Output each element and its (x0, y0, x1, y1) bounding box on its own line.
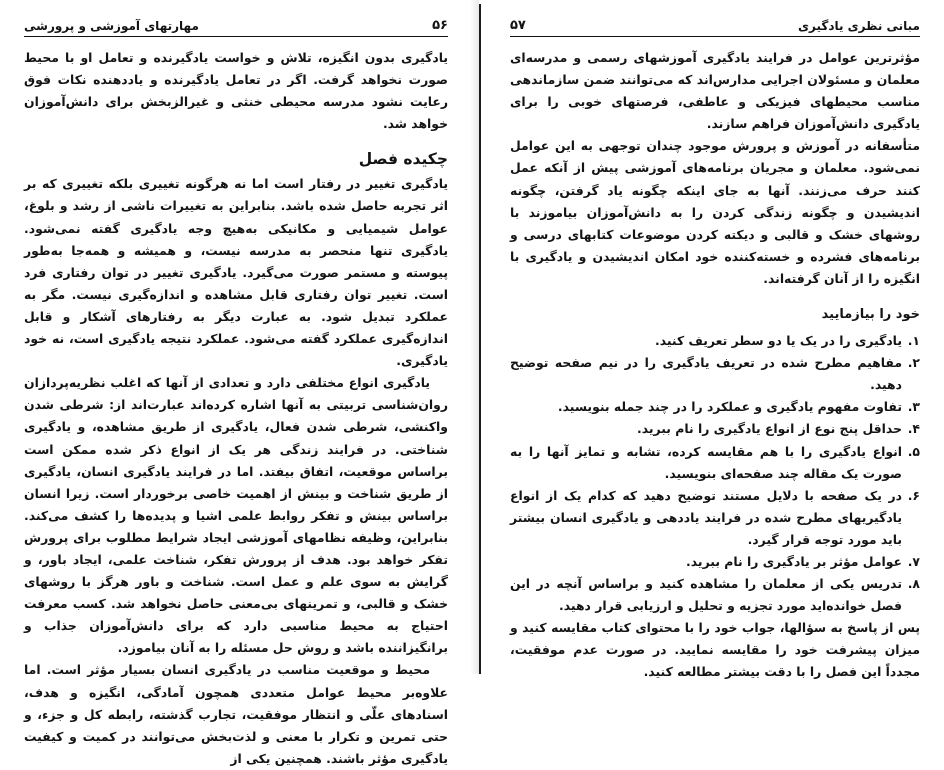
body-paragraph: مؤثرترین عوامل در فرایند یادگیری آموزشهای رسمی و مدرسه‌ای معلمان و مسئولان اجرایی مدارس‌اند که می‌توانند ضمن سازماندهی مناسب محیطهای فیزیکی و عاطفی، فرصتهای خوبی را برای یادگیری دانش‌آموزان فراهم سازند. (510, 50, 920, 132)
right-page (484, 0, 944, 680)
list-item (510, 485, 920, 551)
list-item (510, 551, 920, 573)
question-number: ۵. (907, 443, 920, 459)
body-paragraph: یادگیری تغییر در رفتار است اما نه هرگونه تغییری بلکه تغییری که بر اثر تجربه حاصل شده باشد. بنابراین به تغییرات ناشی از رشد و بلوغ، عوامل شیمیایی و مکانیکی به‌هیچ وجه یادگیری گفته نمی‌شود. یادگیری تنها منحصر به مدرسه نیست، و همیشه و همه‌جا به‌طور پیوسته و مستمر صورت می‌گیرد. یادگیری تغییر در توان رفتاری فرد است. تغییر توان رفتاری قابل مشاهده و اندازه‌گیری نیست. مگر به عملکرد تبدیل شود. به عبارت دیگر به رفتارهای آشکار و قابل اندازه‌گیری عملکرد گفته می‌شود. عملکرد نتیجه یادگیری است، نه خود یادگیری. (24, 176, 448, 369)
list-item (510, 573, 920, 617)
list-item (510, 441, 920, 485)
body-paragraph: یادگیری انواع مختلفی دارد و تعدادی از آنها که اغلب نظریه‌پردازان روان‌شناسی تربیتی به آنها اشاره کرده‌اند عبارت‌اند از: شرطی شدن واکنشی، شرطی شدن فعال، یادگیری از طریق مشاهده، و یادگیری شناختی. در فرایند زندگی هر یک از انواع ذکر شده ممکن است براساس موقعیت، اتفاق بیفتد. اما در فرایند یادگیری انسان، یادگیری از طریق شناخت و بینش از اهمیت خاصی برخوردار است. زیرا انسان براساس بینش و تفکر روابط علمی اشیا و پدیده‌ها را کشف می‌کند. بنابراین، وظیفه نظامهای آموزشی ایجاد شرایط مطلوب برای پرورش تفکر خواهد بود. هدف از پرورش تفکر، شناخت علمی، ایجاد باور، و گرایش به سوی علم و عمل است. شناخت و باور هرگز با روشهای خشک و قالبی، و تمرینهای بی‌معنی حاصل نخواهد شد. کسب معرفت احتیاج به محیط مناسبی دارد که برای دانش‌آموزان جذاب و برانگیزاننده باشد و روش حل مسئله را به آنان بیاموزد. (24, 375, 448, 656)
page-number: ۵۷ (510, 18, 526, 33)
question-number: ۸. (907, 576, 920, 592)
closing-paragraph: پس از پاسخ به سؤالها، جواب خود را با محتوای کتاب مقایسه کنید و میزان پیشرفت خود را مقایسه نمایید. در صورت عدم موفقیت، مجدداً این فصل را با دقت بیشتر مطالعه کنید. (510, 620, 920, 680)
section-title: چکیده فصل (358, 150, 448, 169)
question-text: مفاهیم مطرح شده در تعریف یادگیری را در نیم صفحه توضیح دهید. (510, 355, 902, 393)
left-page (0, 0, 470, 766)
running-header-title: مهارتهای آموزشی و پرورشی (24, 19, 199, 33)
list-item (510, 396, 920, 418)
question-text: تدریس یکی از معلمان را مشاهده کنید و براساس آنچه در این فصل خوانده‌اید مورد تجزیه و تحلیل و ارزیابی قرار دهید. (510, 576, 902, 614)
question-text: عوامل مؤثر بر یادگیری را نام ببرید. (686, 553, 902, 569)
question-text: حداقل پنج نوع از انواع یادگیری را نام ببرید. (637, 421, 902, 437)
question-number: ۳. (907, 399, 920, 415)
question-number: ۷. (907, 553, 920, 569)
running-header (510, 18, 920, 37)
body-paragraph: محیط و موقعیت مناسب در یادگیری انسان بسیار مؤثر است. اما علاوه‌بر محیط عوامل متعددی همچون آمادگی، انگیزه و هدف، اسنادهای علّی و انتظار موفقیت، تجارب گذشته، رابطه کل و جزء، و حتی تمرین و تکرار با معنی و لذت‌بخش می‌توانند در کمیت و کیفیت یادگیری مؤثر باشند. همچنین یکی از (24, 662, 448, 766)
question-list (510, 330, 920, 617)
book-gutter (470, 0, 479, 674)
intro-paragraph: یادگیری بدون انگیزه، تلاش و خواست یادگیرنده و تعامل او با محیط صورت نخواهد گرفت. اگر در تعامل یادگیرنده و یاددهنده نکات فوق رعایت نشود مدرسه محیطی خنثی و غیرالزبخش برای دانش‌آموزان خواهد شد. (24, 50, 448, 132)
running-header (24, 18, 448, 37)
body-paragraph: متأسفانه در آموزش و پرورش موجود چندان توجهی به این عوامل نمی‌شود. معلمان و مجریان برنامه‌های آموزشی پیش از آنکه عمل کنند حرف می‌زنند. آنها به جای اینکه چگونه یاد گرفتن، چگونه اندیشیدن و چگونه زندگی کردن را به دانش‌آموزان بیاموزند با روشهای خشک و قالبی و دیکته کردن موضوعات کتابهای درسی و برنامه‌های فشرده و خسته‌کننده خود امکان اندیشیدن و یادگیری با انگیزه را از آنان گرفته‌اند. (510, 138, 920, 286)
self-test-title: خود را بیازمایید (821, 307, 920, 323)
question-text: انواع یادگیری را با هم مقایسه کرده، تشابه و تمایز آنها را به صورت یک مقاله چند صفحه‌ای بنویسید. (510, 443, 902, 481)
page-number: ۵۶ (432, 18, 448, 33)
question-text: در یک صفحه با دلایل مستند توضیح دهید که کدام یک از انواع یادگیریهای مطرح شده در فرایند یاددهی و یادگیری انسان بیشتر باید مورد توجه قرار گیرد. (510, 487, 902, 547)
list-item (510, 330, 920, 352)
running-header-title: مبانی نظری یادگیری (797, 19, 920, 33)
question-number: ۲. (907, 355, 920, 371)
list-item (510, 418, 920, 440)
question-text: یادگیری را در یک یا دو سطر تعریف کنید. (655, 333, 902, 349)
question-text: تفاوت مفهوم یادگیری و عملکرد را در چند جمله بنویسید. (557, 399, 902, 415)
question-number: ۶. (907, 487, 920, 503)
page-divider (479, 4, 481, 674)
list-item (510, 352, 920, 396)
question-number: ۴. (907, 421, 920, 437)
question-number: ۱. (907, 333, 920, 349)
